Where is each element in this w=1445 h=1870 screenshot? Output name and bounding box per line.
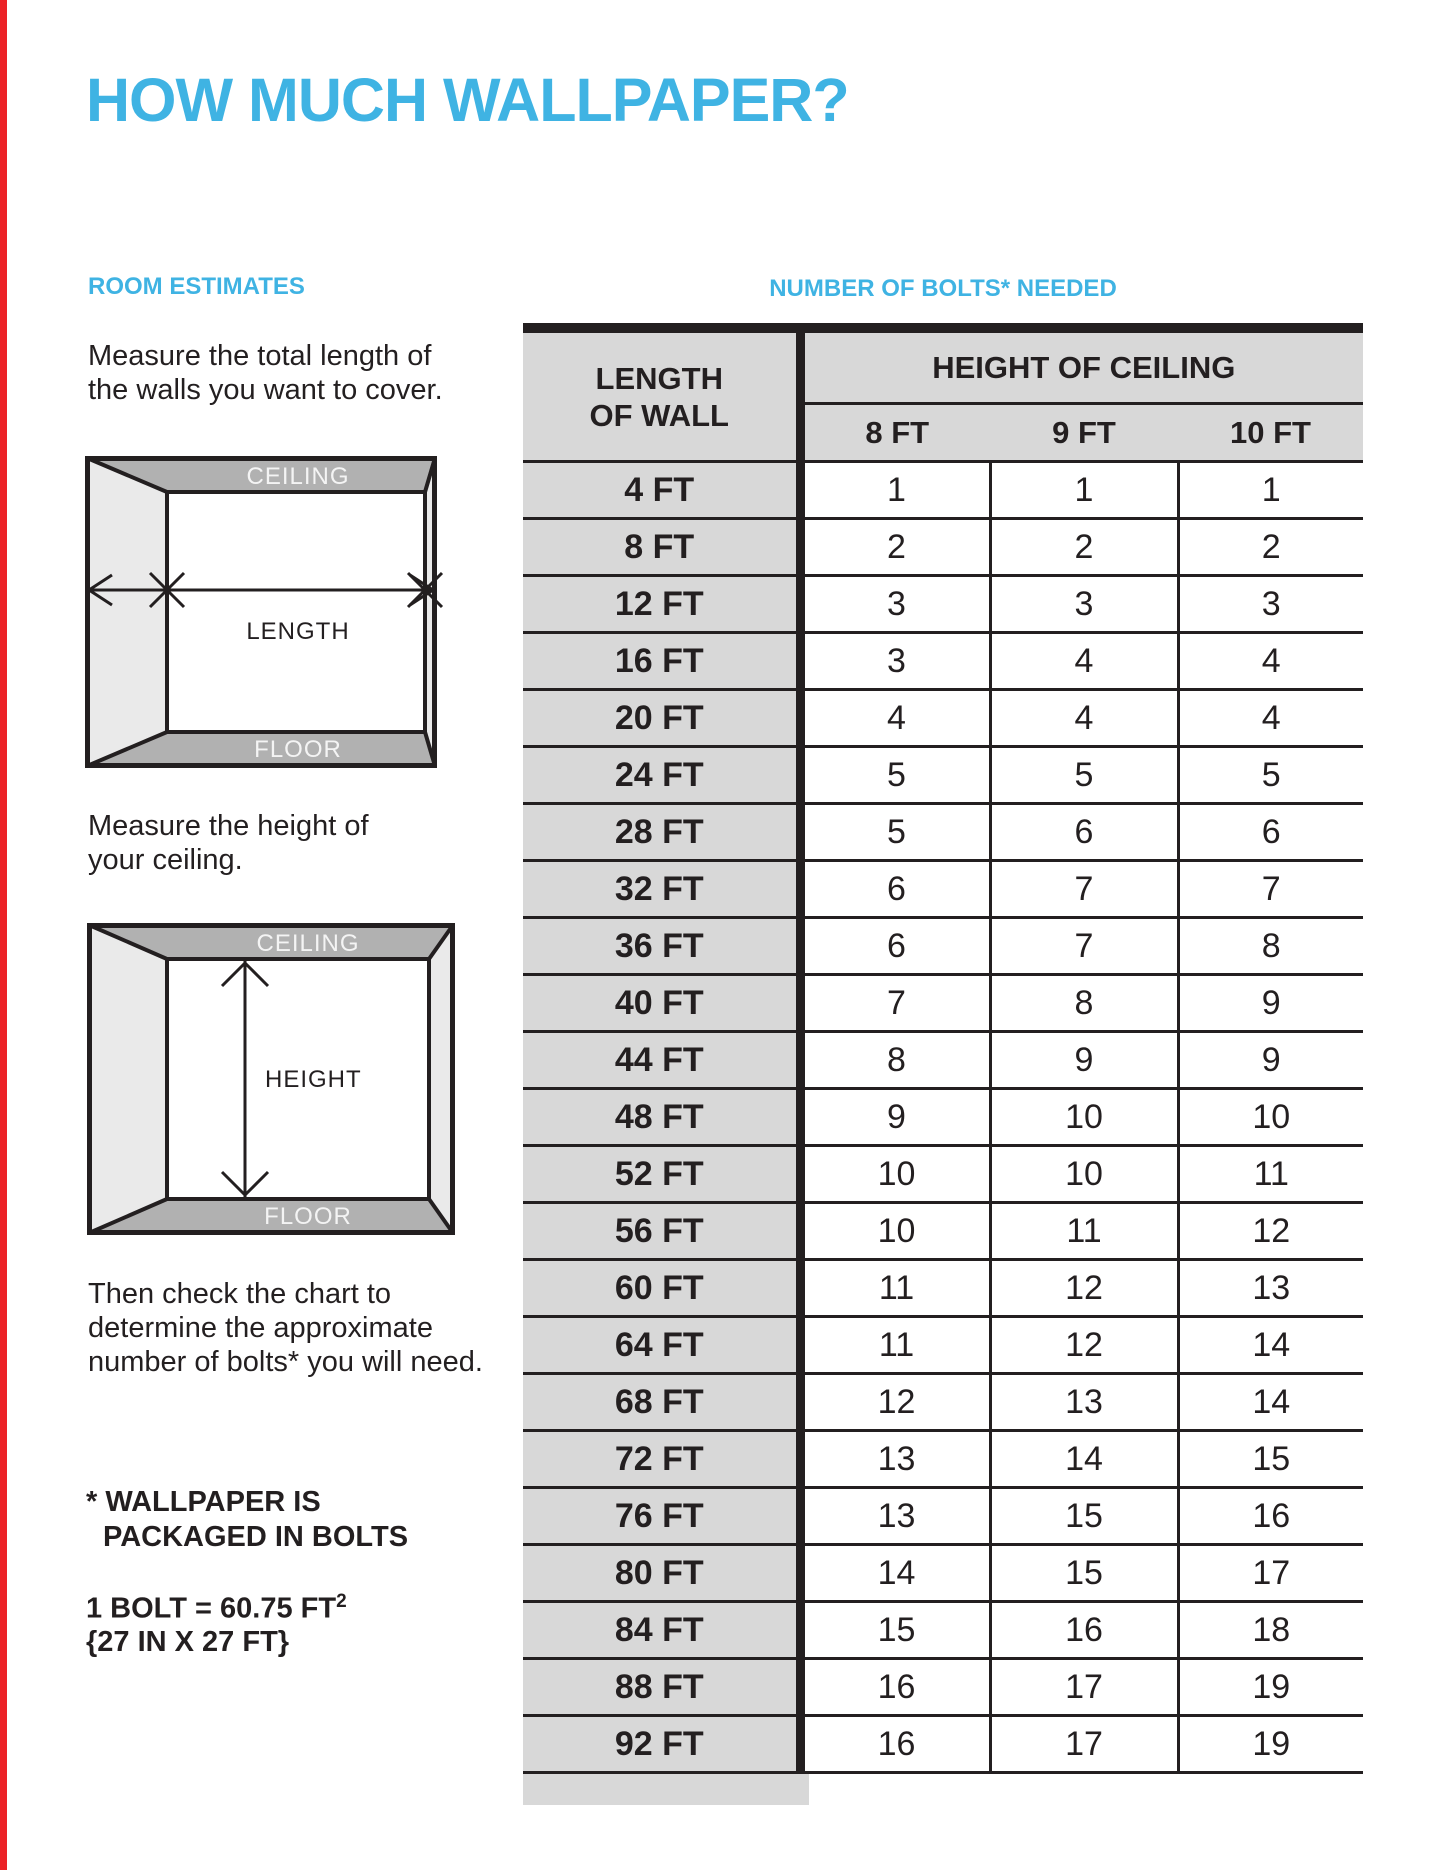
bolt-count-cell: 10 — [800, 1146, 990, 1203]
bolt-count-cell: 7 — [1178, 861, 1363, 918]
table-row — [523, 1260, 1363, 1317]
bolt-count-cell: 12 — [800, 1374, 990, 1431]
bolt-count-cell: 13 — [800, 1431, 990, 1488]
paragraph-line: Measure the total length of — [88, 340, 432, 372]
table-row — [523, 1089, 1363, 1146]
table-row — [523, 1602, 1363, 1659]
bolt-equation-text: 1 BOLT = 60.75 FT — [86, 1592, 337, 1625]
wall-length-cell: 72 FT — [523, 1431, 800, 1488]
bolt-count-cell: 3 — [800, 633, 990, 690]
page-edge-stripe — [0, 0, 7, 1870]
measure-length-paragraph — [88, 339, 443, 407]
bolt-count-cell: 16 — [800, 1716, 990, 1773]
back-wall-face — [167, 492, 425, 732]
room-height-diagram — [87, 923, 455, 1235]
wall-length-cell: 60 FT — [523, 1260, 800, 1317]
wall-length-cell: 28 FT — [523, 804, 800, 861]
bolt-count-cell: 10 — [800, 1203, 990, 1260]
column-header-10ft: 10 FT — [1178, 404, 1363, 462]
bolt-count-cell: 11 — [800, 1260, 990, 1317]
bolt-size-info — [86, 1585, 347, 1659]
bolt-count-cell: 15 — [990, 1545, 1178, 1602]
bolt-count-cell: 6 — [990, 804, 1178, 861]
bolt-count-cell: 13 — [1178, 1260, 1363, 1317]
wall-length-cell: 8 FT — [523, 519, 800, 576]
bolt-count-cell: 17 — [1178, 1545, 1363, 1602]
room-length-diagram-svg — [85, 456, 437, 768]
table-row — [523, 1431, 1363, 1488]
footnote-line: * WALLPAPER IS — [86, 1486, 321, 1518]
bolt-count-cell: 7 — [800, 975, 990, 1032]
bolt-count-cell: 10 — [1178, 1089, 1363, 1146]
bolt-count-cell: 10 — [990, 1089, 1178, 1146]
measure-height-paragraph — [88, 809, 369, 877]
wall-length-cell: 68 FT — [523, 1374, 800, 1431]
bolt-count-cell: 9 — [1178, 1032, 1363, 1089]
table-row — [523, 1032, 1363, 1089]
table-row — [523, 1716, 1363, 1773]
bolt-count-cell: 1 — [800, 462, 990, 519]
bolt-count-cell: 17 — [990, 1716, 1178, 1773]
bolt-count-cell: 16 — [800, 1659, 990, 1716]
bolt-count-cell: 8 — [1178, 918, 1363, 975]
bolt-count-cell: 3 — [1178, 576, 1363, 633]
bolt-count-cell: 8 — [990, 975, 1178, 1032]
bolt-count-cell: 10 — [990, 1146, 1178, 1203]
left-wall-face — [89, 925, 167, 1233]
paragraph-line: your ceiling. — [88, 844, 243, 876]
bolt-count-cell: 2 — [990, 519, 1178, 576]
bolt-count-cell: 18 — [1178, 1602, 1363, 1659]
bolt-count-cell: 5 — [800, 804, 990, 861]
room-length-diagram — [85, 456, 437, 768]
table-row — [523, 462, 1363, 519]
bolt-count-cell: 17 — [990, 1659, 1178, 1716]
wall-length-cell: 36 FT — [523, 918, 800, 975]
bolt-count-cell: 15 — [800, 1602, 990, 1659]
bolt-count-cell: 9 — [1178, 975, 1363, 1032]
page-title: HOW MUCH WALLPAPER? — [86, 66, 849, 134]
table-row — [523, 804, 1363, 861]
wall-length-cell: 76 FT — [523, 1488, 800, 1545]
bolt-count-cell: 4 — [1178, 633, 1363, 690]
bolt-count-cell: 5 — [990, 747, 1178, 804]
table-row — [523, 861, 1363, 918]
ceiling-label: CEILING — [256, 930, 360, 957]
room-height-diagram-svg — [87, 923, 455, 1235]
wall-length-cell: 56 FT — [523, 1203, 800, 1260]
paragraph-line: determine the approximate — [88, 1312, 433, 1344]
bolt-count-cell: 13 — [990, 1374, 1178, 1431]
bolt-count-cell: 11 — [1178, 1146, 1363, 1203]
bolt-count-cell: 2 — [1178, 519, 1363, 576]
length-of-wall-header — [523, 328, 800, 462]
bolt-count-cell: 16 — [990, 1602, 1178, 1659]
bolt-count-cell: 19 — [1178, 1716, 1363, 1773]
bolt-count-cell: 19 — [1178, 1659, 1363, 1716]
floor-label: FLOOR — [264, 1203, 352, 1230]
header-line: OF WALL — [589, 397, 729, 433]
bolts-needed-heading: NUMBER OF BOLTS* NEEDED — [769, 275, 1117, 302]
wall-length-cell: 44 FT — [523, 1032, 800, 1089]
bolt-count-cell: 15 — [1178, 1431, 1363, 1488]
paragraph-line: the walls you want to cover. — [88, 374, 443, 406]
bolt-count-cell: 16 — [1178, 1488, 1363, 1545]
bolt-count-cell: 12 — [990, 1317, 1178, 1374]
bolt-count-cell: 3 — [990, 576, 1178, 633]
table-row — [523, 1146, 1363, 1203]
height-label: HEIGHT — [265, 1066, 362, 1093]
table-row — [523, 747, 1363, 804]
bolt-count-cell: 4 — [800, 690, 990, 747]
bolt-count-cell: 6 — [1178, 804, 1363, 861]
ceiling-label: CEILING — [246, 463, 350, 490]
wall-length-cell: 40 FT — [523, 975, 800, 1032]
wall-length-cell: 52 FT — [523, 1146, 800, 1203]
wall-length-cell: 88 FT — [523, 1659, 800, 1716]
bolt-count-cell: 7 — [990, 918, 1178, 975]
bolt-count-cell: 13 — [800, 1488, 990, 1545]
table-row — [523, 975, 1363, 1032]
bolt-count-cell: 2 — [800, 519, 990, 576]
paragraph-line: Then check the chart to — [88, 1278, 392, 1310]
bolt-count-cell: 1 — [990, 462, 1178, 519]
table-row — [523, 690, 1363, 747]
bolt-count-cell: 4 — [990, 690, 1178, 747]
column-header-9ft: 9 FT — [990, 404, 1178, 462]
paragraph-line: Measure the height of — [88, 810, 369, 842]
wall-length-cell: 80 FT — [523, 1545, 800, 1602]
bolt-count-cell: 9 — [800, 1089, 990, 1146]
table-row — [523, 1659, 1363, 1716]
wall-length-cell: 84 FT — [523, 1602, 800, 1659]
room-estimates-heading: ROOM ESTIMATES — [88, 273, 305, 300]
right-wall-face — [429, 925, 453, 1233]
footnote-line: PACKAGED IN BOLTS — [103, 1521, 409, 1553]
bolt-count-cell: 7 — [990, 861, 1178, 918]
check-chart-paragraph — [88, 1277, 483, 1379]
wall-length-cell: 16 FT — [523, 633, 800, 690]
wall-length-cell: 24 FT — [523, 747, 800, 804]
wall-length-cell: 48 FT — [523, 1089, 800, 1146]
wall-length-cell: 92 FT — [523, 1716, 800, 1773]
table-row — [523, 1488, 1363, 1545]
bolt-equation-line — [86, 1585, 347, 1626]
wall-length-cell: 12 FT — [523, 576, 800, 633]
table-row — [523, 1203, 1363, 1260]
floor-label: FLOOR — [254, 736, 342, 763]
bolt-count-cell: 14 — [1178, 1317, 1363, 1374]
bolt-count-cell: 5 — [1178, 747, 1363, 804]
length-label: LENGTH — [246, 618, 350, 645]
bolt-count-cell: 15 — [990, 1488, 1178, 1545]
bolt-count-cell: 9 — [990, 1032, 1178, 1089]
bolt-table-body — [523, 462, 1363, 1773]
bolt-count-cell: 14 — [990, 1431, 1178, 1488]
bolt-count-cell: 12 — [990, 1260, 1178, 1317]
bolt-count-cell: 14 — [1178, 1374, 1363, 1431]
bolt-count-cell: 11 — [990, 1203, 1178, 1260]
table-row — [523, 633, 1363, 690]
table-row — [523, 1374, 1363, 1431]
bolt-equation-superscript: 2 — [336, 1591, 347, 1612]
table-row — [523, 1317, 1363, 1374]
bolt-table-header — [523, 328, 1363, 462]
table-row — [523, 519, 1363, 576]
left-wall-face — [87, 458, 167, 766]
bolt-count-cell: 1 — [1178, 462, 1363, 519]
height-of-ceiling-header: HEIGHT OF CEILING — [800, 328, 1363, 404]
wall-length-cell: 32 FT — [523, 861, 800, 918]
header-line: LENGTH — [595, 360, 723, 396]
bolt-dimensions-line: {27 IN X 27 FT} — [86, 1625, 290, 1658]
bolt-count-cell: 4 — [990, 633, 1178, 690]
bolts-footnote — [86, 1485, 408, 1555]
bolt-table — [523, 323, 1363, 1774]
bolt-count-cell: 11 — [800, 1317, 990, 1374]
bolt-count-cell: 4 — [1178, 690, 1363, 747]
bolt-count-cell: 6 — [800, 861, 990, 918]
table-footer-gray-extension — [523, 1774, 809, 1805]
wall-length-cell: 64 FT — [523, 1317, 800, 1374]
bolt-count-cell: 5 — [800, 747, 990, 804]
bolt-count-cell: 6 — [800, 918, 990, 975]
bolt-count-cell: 12 — [1178, 1203, 1363, 1260]
table-row — [523, 1545, 1363, 1602]
bolt-table-container — [523, 323, 1363, 1774]
wall-length-cell: 4 FT — [523, 462, 800, 519]
table-row — [523, 576, 1363, 633]
table-row — [523, 918, 1363, 975]
bolt-count-cell: 14 — [800, 1545, 990, 1602]
paragraph-line: number of bolts* you will need. — [88, 1346, 483, 1378]
wall-length-cell: 20 FT — [523, 690, 800, 747]
bolt-count-cell: 3 — [800, 576, 990, 633]
column-header-8ft: 8 FT — [800, 404, 990, 462]
bolt-count-cell: 8 — [800, 1032, 990, 1089]
